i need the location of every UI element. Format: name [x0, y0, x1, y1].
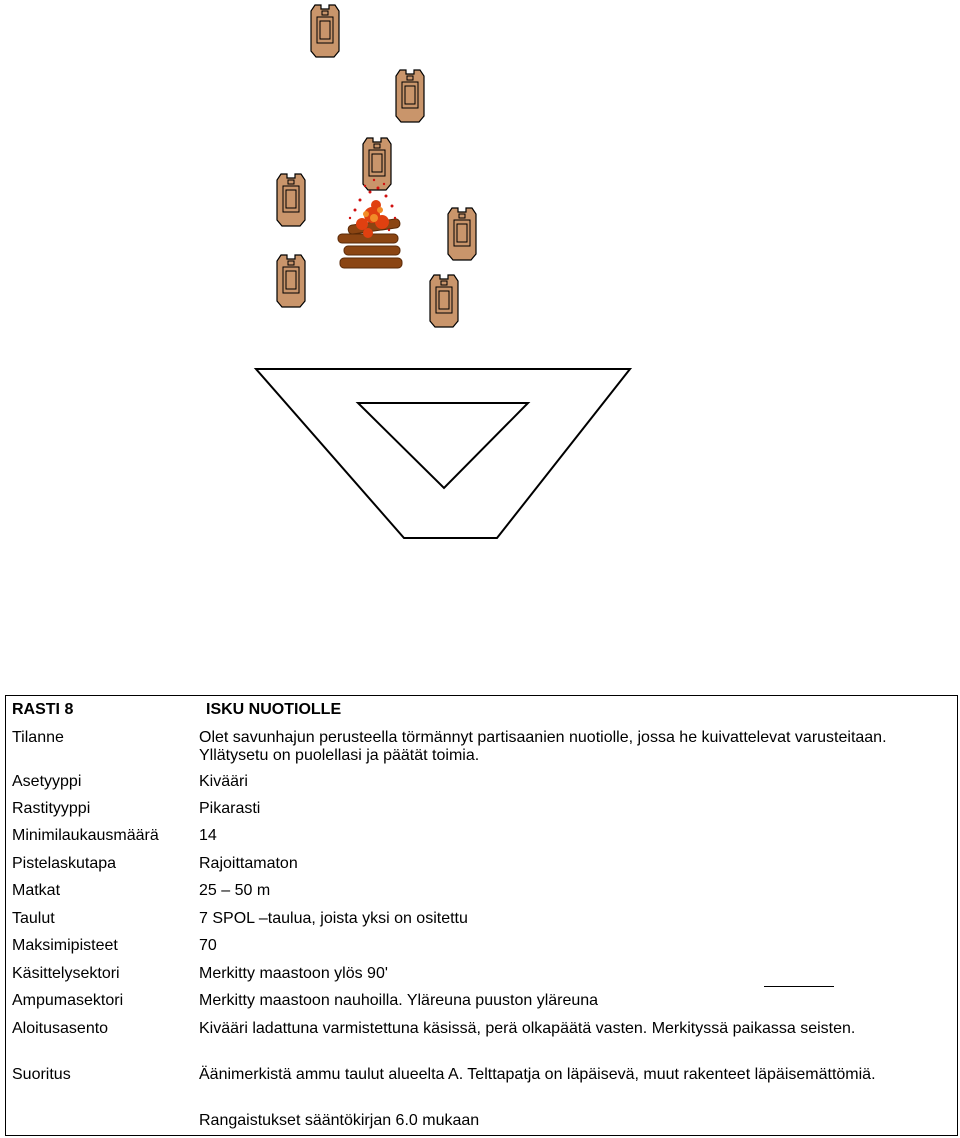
- row-label: Tilanne: [12, 729, 64, 746]
- row-value: Merkitty maastoon ylös 90': [199, 965, 388, 982]
- row-label: Matkat: [12, 882, 61, 899]
- row-value: Rajoittamaton: [199, 855, 298, 872]
- target-icon: [396, 70, 424, 122]
- row-value: 14: [199, 827, 217, 844]
- target-icon: [277, 255, 305, 307]
- row-label: Taulut: [12, 910, 55, 927]
- target-icon: [448, 208, 476, 260]
- target-icon: [363, 138, 391, 190]
- row-value: Merkitty maastoon nauhoilla. Yläreuna puuston yläreuna: [199, 992, 599, 1009]
- stage-info-sheet: [5, 695, 958, 1136]
- row-value: Olet savunhajun perusteella törmännyt partisaanien nuotiolle, jossa he kuivattelevat varusteitaan. Yllätysetu on puolellasi ja päätät toimia.: [199, 729, 887, 764]
- row-label: Asetyyppi: [12, 773, 82, 790]
- row-label: Käsittelysektori: [12, 965, 120, 982]
- row-label: Ampumasektori: [12, 992, 124, 1009]
- target-icon: [311, 5, 339, 57]
- station-title: ISKU NUOTIOLLE: [206, 701, 342, 718]
- row-value: Pikarasti: [199, 800, 261, 817]
- row-value: 7 SPOL –taulua, joista yksi on ositettu: [199, 910, 468, 927]
- row-label: Pistelaskutapa: [12, 855, 117, 872]
- triangle-shooting-area-icon: [256, 369, 630, 538]
- row-value: 25 – 50 m: [199, 882, 271, 899]
- target-icon: [277, 174, 305, 226]
- row-value: Äänimerkistä ammu taulut alueelta A. Telttapatja on läpäisevä, muut rakenteet läpäisemättömiä.: [199, 1066, 876, 1083]
- row-value: Kivääri: [199, 773, 248, 790]
- row-value: 70: [199, 937, 217, 954]
- row-label: Maksimipisteet: [12, 937, 118, 954]
- row-label: Minimilaukausmäärä: [12, 827, 159, 844]
- campfire-icon: [338, 179, 402, 268]
- row-label: Rastityyppi: [12, 800, 91, 817]
- row-value: Kivääri ladattuna varmistettuna käsissä, perä olkapäätä vasten. Merkityssä paikassa seisten.: [199, 1020, 856, 1037]
- target-icon: [430, 275, 458, 327]
- underline-mark: [764, 986, 834, 987]
- penalties-text: Rangaistukset sääntökirjan 6.0 mukaan: [199, 1112, 480, 1129]
- row-label: Aloitusasento: [12, 1020, 109, 1037]
- row-label: Suoritus: [12, 1066, 71, 1083]
- station-number: RASTI 8: [12, 701, 74, 718]
